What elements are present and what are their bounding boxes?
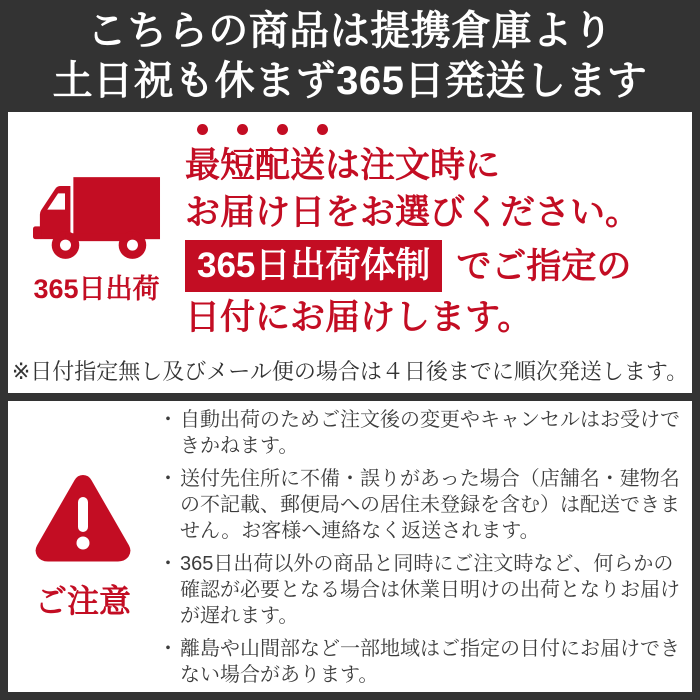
bullet-marker: ・ [158, 409, 178, 431]
shipping-icon-column [8, 112, 185, 352]
top-banner [0, 0, 700, 112]
bullet-marker: ・ [158, 638, 178, 660]
truck-label: 365日出荷 [33, 274, 160, 304]
bullet-text: 自動出荷のためご注文後の変更やキャンセルはお受けできかねます。 [180, 409, 680, 457]
notice-bullet-item [158, 407, 688, 459]
notice-bullet-item [158, 466, 688, 544]
headline-line-3: 日付にお届けします。 [185, 298, 533, 337]
headline-line-1: 最短配送は注文時に [185, 146, 501, 185]
headline-line-2: お届け日をお選びください。 [185, 193, 641, 232]
shipping-footnote: ※日付指定無し及びメール便の場合は４日後までに順次発送します。 [11, 359, 689, 384]
notice-bullet-item [158, 636, 688, 688]
bullet-text: 離島や山間部など一部地域はご指定の日付にお届けできない場合があります。 [180, 638, 680, 686]
bullet-marker: ・ [158, 468, 178, 490]
shipping-info-section [8, 112, 692, 393]
notice-label: ご注意 [34, 582, 131, 619]
highlight-line [185, 240, 692, 292]
emphasis-dot-icon [237, 124, 248, 135]
emphasis-dot-icon [277, 124, 288, 135]
highlight-suffix: でご指定の [456, 246, 632, 286]
highlight-badge: 365日出荷体制 [185, 240, 442, 292]
bullet-text: 送付先住所に不備・誤りがあった場合（店舗名・建物名の不記載、郵便局への居住未登録を含む）は配送できません。お客様へ連絡なく返送されます。 [180, 468, 680, 542]
bullet-marker: ・ [158, 553, 178, 575]
emphasis-dot-icon [197, 124, 208, 135]
bullet-text: 365日出荷以外の商品と同時にご注文時など、何らかの確認が必要となる場合は休業日明けの出荷となりお届けが遅れます。 [180, 553, 680, 627]
notice-bullet-item [158, 551, 688, 629]
shipping-text-column [185, 112, 692, 352]
section-divider [0, 393, 700, 401]
banner-line-2: 土日祝も休まず365日発送します [52, 59, 648, 103]
banner-line-1: こちらの商品は提携倉庫より [86, 9, 614, 53]
emphasis-dot-icon [317, 124, 328, 135]
warning-triangle-icon [33, 472, 133, 564]
notice-icon-column [8, 401, 158, 692]
notice-section [8, 401, 692, 692]
truck-icon [33, 176, 161, 261]
notice-bullet-list [158, 401, 692, 692]
emphasis-dots [197, 124, 692, 135]
shipping-row [8, 112, 692, 352]
